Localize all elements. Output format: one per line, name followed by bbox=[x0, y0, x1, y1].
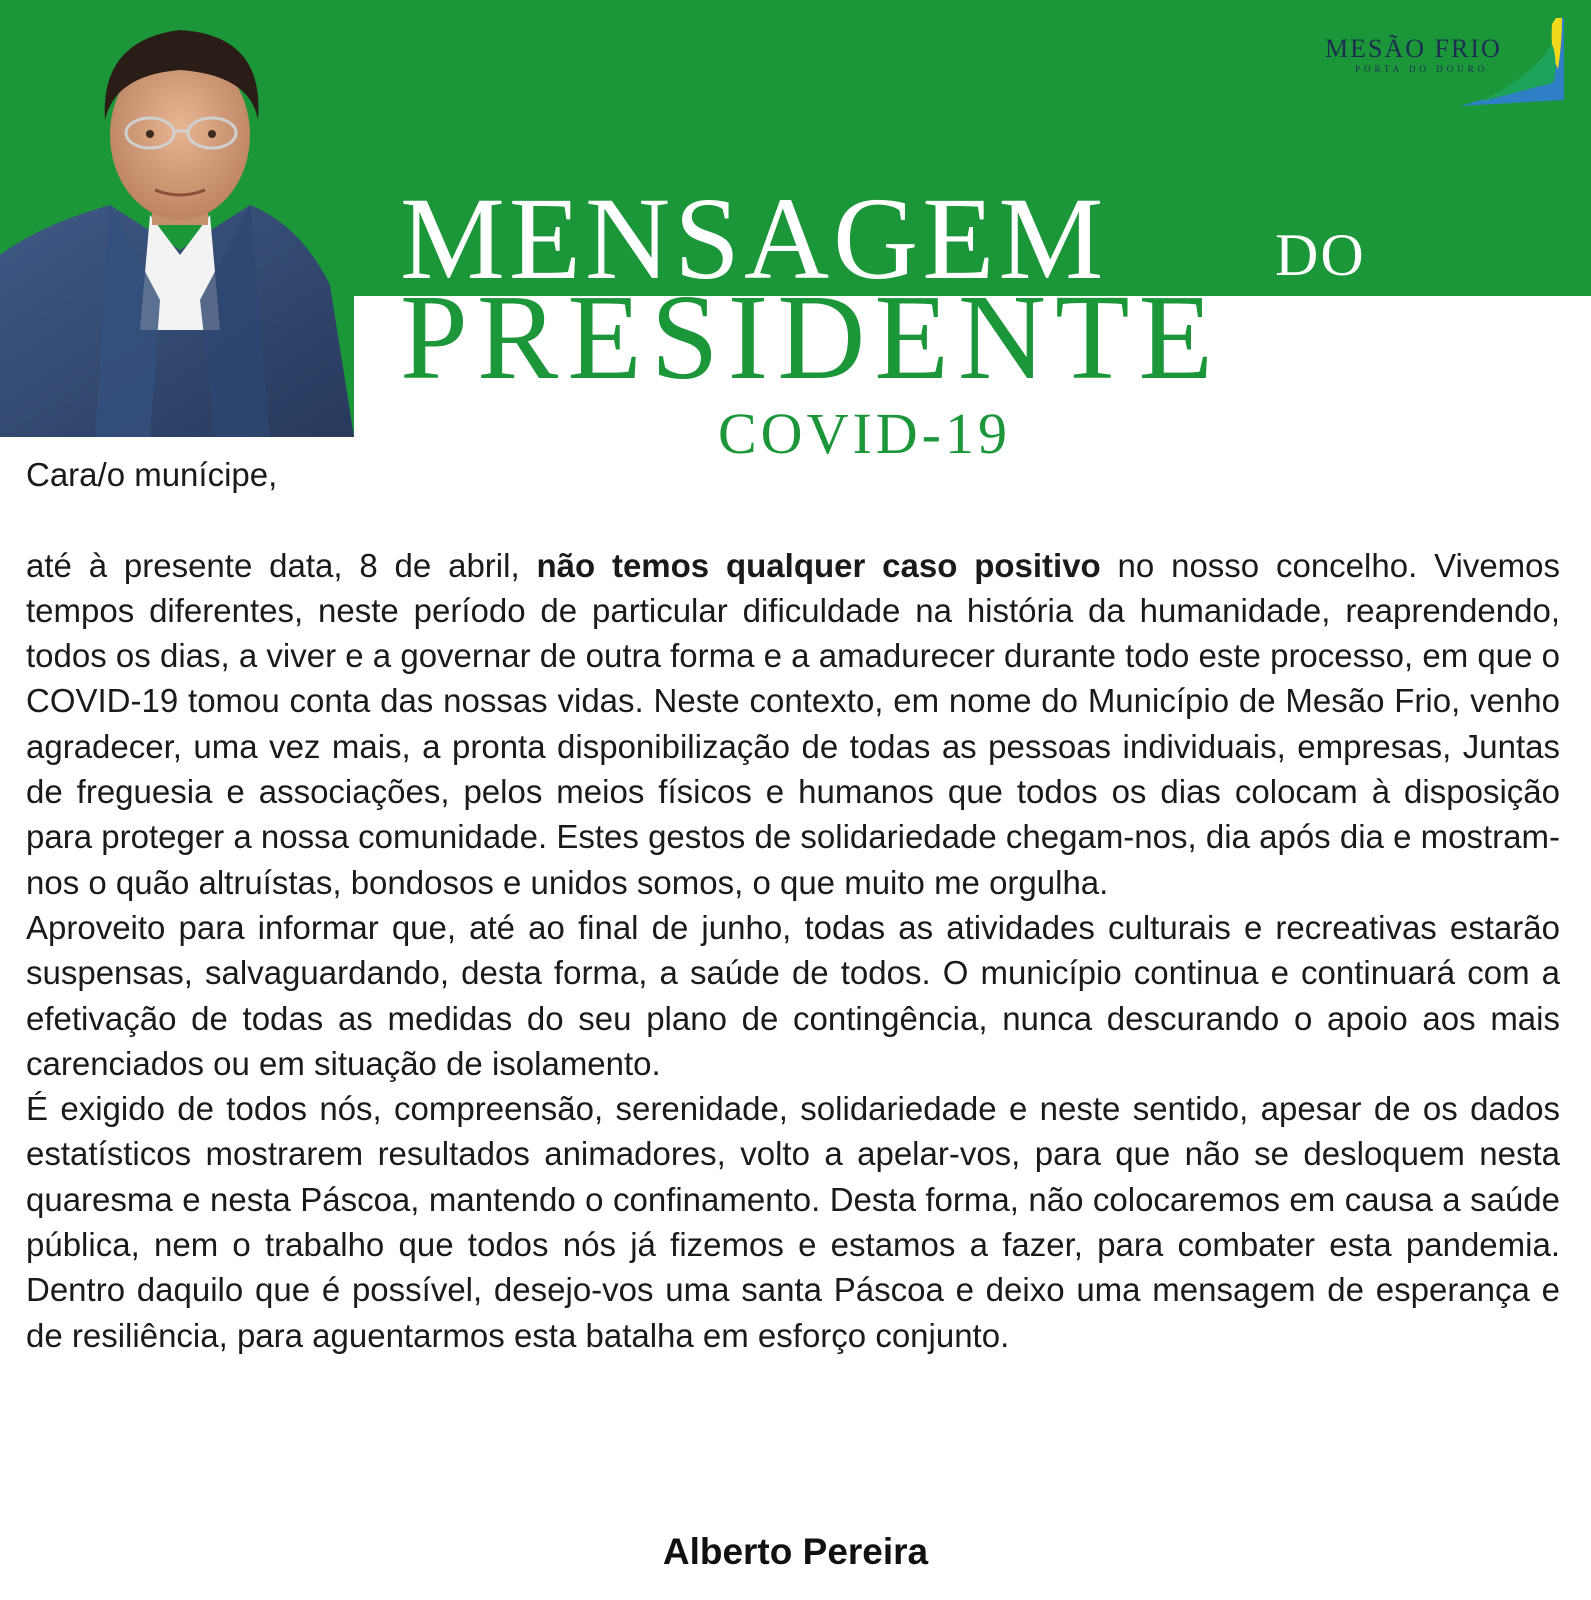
title-presidente: PRESIDENTE bbox=[400, 270, 1222, 405]
paragraph-1 bbox=[26, 543, 1560, 905]
salutation: Cara/o munícipe, bbox=[26, 456, 278, 493]
letter-body bbox=[26, 452, 1560, 1358]
paragraph-2: Aproveito para informar que, até ao final de junho, todas as atividades culturais e recreativas estarão suspensas, salvaguardando, desta forma, a saúde de todos. O município continua e continuará com a efetivação de todas as medidas do seu plano de contingência, nunca descurando o apoio aos mais carenciados ou em situação de isolamento. bbox=[26, 908, 1560, 1082]
title-mensagem: MENSAGEM bbox=[400, 173, 1108, 304]
paragraph-1-intro: até à presente data, 8 de abril, bbox=[26, 546, 537, 584]
logo-name: MESÃO FRIO bbox=[1325, 34, 1502, 63]
paragraph-3: É exigido de todos nós, compreensão, serenidade, solidariedade e neste sentido, apesar de os dados estatísticos mostrarem resultados animadores, volto a apelar-vos, para que não se desloquem nesta quaresma e nesta Páscoa, mantendo o confinamento. Desta forma, não colocaremos em causa a saúde pública, nem o trabalho que todos nós já fizemos e estamos a fazer, para combater esta pandemia. Dentro daquilo que é possível, desejo-vos uma santa Páscoa e deixo uma mensagem de esperança e de resiliência, para aguentarmos esta batalha em esforço conjunto. bbox=[26, 1090, 1560, 1354]
title-covid: COVID-19 bbox=[718, 401, 1011, 466]
president-portrait bbox=[0, 0, 354, 437]
signature: Alberto Pereira bbox=[662, 1531, 929, 1572]
message-title bbox=[400, 173, 1400, 466]
logo-swoosh-icon bbox=[1440, 14, 1570, 110]
paragraph-1-highlight: não temos qualquer caso positivo bbox=[536, 546, 1101, 584]
logo-tagline: PORTA DO DOURO bbox=[1355, 64, 1489, 74]
municipality-logo bbox=[1300, 14, 1570, 110]
title-do: DO bbox=[1275, 222, 1366, 288]
paragraph-1-rest: no nosso concelho. Vivemos tempos diferentes, neste período de particular dificuldade na história da humanidade, reaprendendo, todos os dias, a viver e a governar de outra forma e a amadurecer durante todo este processo, em que o COVID-19 tomou conta das nossas vidas. Neste contexto, em nome do Município de Mesão Frio, venho agradecer, uma vez mais, a pronta disponibilização de todas as pessoas individuais, empresas, Juntas de freguesia e associações, pelos meios físicos e humanos que todos os dias colocam à disposição para proteger a nossa comunidade. Estes gestos de solidariedade chegam-nos, dia após dia e mostram-nos o quão altruístas, bondosos e unidos somos, o que muito me orgulha. bbox=[26, 546, 1561, 901]
